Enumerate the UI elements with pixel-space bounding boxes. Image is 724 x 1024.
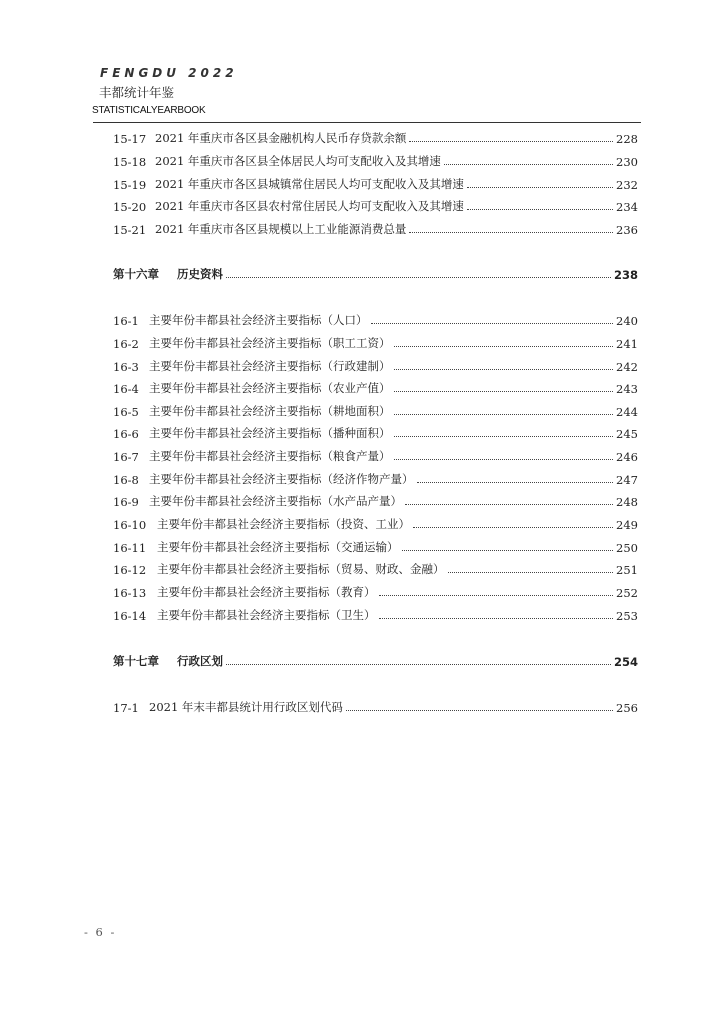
entry-page: 236 — [616, 223, 638, 237]
entry-number: 16-9 — [113, 495, 139, 509]
entry-page: 230 — [616, 155, 638, 169]
dot-leader — [394, 458, 614, 460]
chapter-number: 第十七章 — [113, 654, 159, 668]
page-number: - 6 - — [84, 925, 117, 939]
toc-entry[interactable] — [113, 219, 638, 237]
dot-leader — [394, 413, 614, 415]
header-divider — [93, 122, 641, 123]
entry-title: 2021 年重庆市各区县金融机构人民币存贷款余额 — [155, 131, 407, 145]
entry-number: 16-3 — [113, 360, 139, 374]
dot-leader — [444, 163, 613, 165]
entry-number: 15-17 — [113, 132, 147, 146]
entry-page: 250 — [616, 541, 638, 555]
chapter-title: 历史资料 — [177, 267, 223, 281]
dot-leader — [226, 663, 611, 665]
entry-title: 主要年份丰都县社会经济主要指标（人口） — [149, 313, 368, 327]
entry-page: 249 — [616, 518, 638, 532]
entry-page: 251 — [616, 563, 638, 577]
entry-number: 16-2 — [113, 337, 139, 351]
yearbook-title-en: STATISTICALYEARBOOK — [92, 105, 206, 116]
entry-number: 16-12 — [113, 563, 147, 577]
toc-entry[interactable] — [113, 514, 638, 532]
toc-entry[interactable] — [113, 356, 638, 374]
entry-page: 242 — [616, 360, 638, 374]
entry-number: 16-14 — [113, 609, 147, 623]
entry-number: 16-10 — [113, 518, 147, 532]
entry-title: 主要年份丰都县社会经济主要指标（投资、工业） — [157, 517, 410, 531]
dot-leader — [371, 322, 614, 324]
entry-number: 16-5 — [113, 405, 139, 419]
toc-chapter-17[interactable] — [113, 651, 638, 669]
dot-leader — [467, 208, 613, 210]
entry-title: 主要年份丰都县社会经济主要指标（农业产值） — [149, 381, 391, 395]
entry-title: 主要年份丰都县社会经济主要指标（播种面积） — [149, 426, 391, 440]
entry-number: 16-1 — [113, 314, 139, 328]
entry-number: 15-19 — [113, 178, 147, 192]
entry-number: 15-21 — [113, 223, 147, 237]
entry-title: 主要年份丰都县社会经济主要指标（贸易、财政、金融） — [157, 562, 445, 576]
entry-number: 17-1 — [113, 701, 139, 715]
entry-title: 2021 年重庆市各区县农村常住居民人均可支配收入及其增速 — [155, 199, 464, 213]
entry-number: 16-4 — [113, 382, 139, 396]
dot-leader — [394, 345, 614, 347]
toc-entry[interactable] — [113, 401, 638, 419]
toc-chapter-16[interactable] — [113, 264, 638, 282]
entry-page: 232 — [616, 178, 638, 192]
toc-entry[interactable] — [113, 174, 638, 192]
entry-title: 2021 年重庆市各区县规模以上工业能源消费总量 — [155, 222, 407, 236]
toc-entry[interactable] — [113, 446, 638, 464]
entry-title: 主要年份丰都县社会经济主要指标（教育） — [157, 585, 376, 599]
chapter-number: 第十六章 — [113, 267, 159, 281]
dot-leader — [409, 140, 613, 142]
entry-title: 主要年份丰都县社会经济主要指标（交通运输） — [157, 540, 399, 554]
page-header — [92, 66, 238, 116]
entry-page: 247 — [616, 473, 638, 487]
entry-page: 248 — [616, 495, 638, 509]
entry-number: 16-6 — [113, 427, 139, 441]
toc-entry[interactable] — [113, 310, 638, 328]
entry-number: 16-7 — [113, 450, 139, 464]
toc-entry[interactable] — [113, 605, 638, 623]
entry-number: 15-18 — [113, 155, 147, 169]
entry-number: 16-8 — [113, 473, 139, 487]
entry-page: 252 — [616, 586, 638, 600]
entry-title: 主要年份丰都县社会经济主要指标（职工工资） — [149, 336, 391, 350]
entry-number: 16-11 — [113, 541, 147, 555]
dot-leader — [394, 390, 614, 392]
entry-page: 245 — [616, 427, 638, 441]
dot-leader — [226, 276, 611, 278]
entry-title: 2021 年重庆市各区县城镇常住居民人均可支配收入及其增速 — [155, 177, 464, 191]
toc-entry[interactable] — [113, 378, 638, 396]
toc-entry[interactable] — [113, 469, 638, 487]
toc-entry[interactable] — [113, 128, 638, 146]
yearbook-title-cn: 丰都统计年鉴 — [99, 85, 175, 100]
chapter-page: 254 — [613, 655, 638, 669]
entry-page: 244 — [616, 405, 638, 419]
dot-leader — [413, 526, 613, 528]
entry-title: 主要年份丰都县社会经济主要指标（耕地面积） — [149, 404, 391, 418]
entry-page: 256 — [616, 701, 638, 715]
dot-leader — [467, 186, 613, 188]
entry-page: 241 — [616, 337, 638, 351]
entry-page: 228 — [616, 132, 638, 146]
chapter-page: 238 — [613, 268, 638, 282]
toc-entry[interactable] — [113, 537, 638, 555]
dot-leader — [394, 435, 614, 437]
entry-title: 主要年份丰都县社会经济主要指标（卫生） — [157, 608, 376, 622]
toc-entry[interactable] — [113, 582, 638, 600]
entry-page: 253 — [616, 609, 638, 623]
entry-page: 240 — [616, 314, 638, 328]
entry-number: 16-13 — [113, 586, 147, 600]
dot-leader — [448, 571, 614, 573]
entry-page: 243 — [616, 382, 638, 396]
toc-entry[interactable] — [113, 559, 638, 577]
entry-title: 主要年份丰都县社会经济主要指标（水产品产量） — [149, 494, 402, 508]
dot-leader — [405, 503, 613, 505]
entry-title: 主要年份丰都县社会经济主要指标（经济作物产量） — [149, 472, 414, 486]
toc-entry[interactable] — [113, 697, 638, 715]
dot-leader — [394, 368, 614, 370]
toc-entry[interactable] — [113, 491, 638, 509]
dot-leader — [417, 481, 614, 483]
toc-entry[interactable] — [113, 151, 638, 169]
dot-leader — [409, 231, 613, 233]
entry-number: 15-20 — [113, 200, 147, 214]
entry-title: 主要年份丰都县社会经济主要指标（行政建制） — [149, 359, 391, 373]
dot-leader — [379, 617, 614, 619]
brand-mark: FENGDU 2022 — [100, 66, 238, 80]
dot-leader — [402, 549, 614, 551]
chapter-title: 行政区划 — [177, 654, 223, 668]
dot-leader — [379, 594, 614, 596]
entry-page: 246 — [616, 450, 638, 464]
toc-entry[interactable] — [113, 423, 638, 441]
entry-title: 主要年份丰都县社会经济主要指标（粮食产量） — [149, 449, 391, 463]
dot-leader — [346, 709, 613, 711]
toc-entry[interactable] — [113, 196, 638, 214]
toc-entry[interactable] — [113, 333, 638, 351]
entry-page: 234 — [616, 200, 638, 214]
entry-title: 2021 年末丰都县统计用行政区划代码 — [149, 700, 343, 714]
entry-title: 2021 年重庆市各区县全体居民人均可支配收入及其增速 — [155, 154, 441, 168]
